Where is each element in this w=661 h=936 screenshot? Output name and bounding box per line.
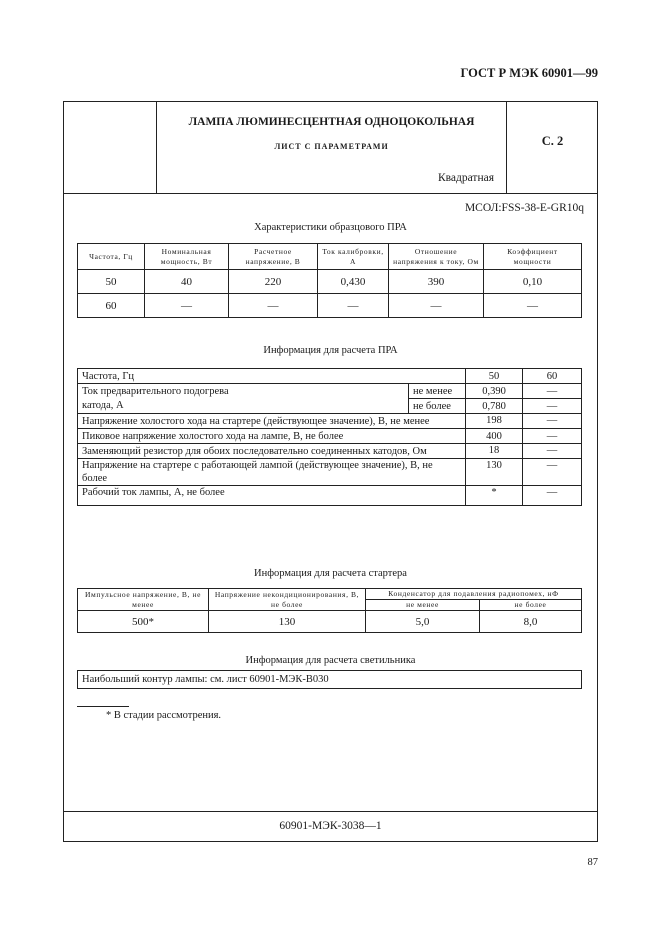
table-row: [78, 294, 582, 318]
table-cell: —: [523, 444, 582, 459]
table-cell: 18: [466, 444, 523, 459]
table-cell: Наибольший контур лампы: см. лист 60901-МЭК-В030: [78, 671, 582, 689]
footnote-rule: [77, 706, 129, 707]
starter-table: [77, 588, 582, 633]
table-cell: 130: [466, 459, 523, 486]
table-cell: 198: [466, 414, 523, 429]
column-header: Ток калибровки, А: [318, 244, 389, 270]
table-row: [78, 429, 582, 444]
table-row: [78, 444, 582, 459]
section-title-luminaire: Информация для расчета светильника: [245, 655, 416, 666]
column-header: Частота, Гц: [78, 244, 145, 270]
table-cell: 0,780: [466, 399, 523, 414]
row-label: Рабочий ток лампы, А, не более: [78, 486, 466, 506]
row-sublabel: не менее: [409, 384, 466, 399]
luminaire-table: [77, 670, 582, 689]
lamp-designation: МСОЛ:FSS-38-E-GR10q: [464, 202, 584, 214]
table-row: [78, 414, 582, 429]
table-row: [78, 611, 582, 633]
section-title-starter: Информация для расчета стартера: [254, 568, 407, 579]
ballast-calc-table: [77, 368, 582, 506]
table-cell: —: [145, 294, 229, 318]
sheet-subtitle: ЛИСТ С ПАРАМЕТРАМИ: [274, 142, 389, 151]
table-cell: 0,10: [484, 270, 582, 294]
table-cell: 220: [229, 270, 318, 294]
sheet-page-number: С. 2: [541, 134, 564, 148]
row-label: Частота, Гц: [78, 369, 466, 384]
table-cell: 500*: [78, 611, 209, 633]
column-header: Напряжение некондиционирования, В, не более: [209, 589, 366, 611]
table-row: [78, 369, 582, 384]
table-row: [78, 671, 582, 689]
ballast-table: [77, 243, 582, 318]
row-label: Напряжение холостого хода на стартере (действующее значение), В, не менее: [78, 414, 466, 429]
table-cell: 0,390: [466, 384, 523, 399]
table-cell: 130: [209, 611, 366, 633]
lamp-shape: Квадратная: [437, 172, 494, 184]
column-header: не более: [480, 600, 582, 611]
row-label: Напряжение на стартере с работающей лампой (действующее значение), В, не более: [78, 459, 466, 486]
table-cell: 400: [466, 429, 523, 444]
table-cell: 50: [466, 369, 523, 384]
row-label: Пиковое напряжение холостого хода на лампе, В, не более: [78, 429, 466, 444]
table-row: [78, 270, 582, 294]
table-cell: 390: [389, 270, 484, 294]
column-header: Импульсное напряжение, В, не менее: [78, 589, 209, 611]
section-title-ballast-calc: Информация для расчета ПРА: [263, 345, 398, 356]
table-row: [78, 399, 582, 414]
page-number: 87: [587, 857, 598, 868]
table-cell: 60: [523, 369, 582, 384]
row-label: катода, А: [78, 399, 409, 414]
sheet-title: ЛАМПА ЛЮМИНЕСЦЕНТНАЯ ОДНОЦОКОЛЬНАЯ: [188, 116, 475, 128]
row-label: Заменяющий резистор для обоих последовательно соединенных катодов, Ом: [78, 444, 466, 459]
column-header: Отношение напряжения к току, Ом: [389, 244, 484, 270]
table-cell: —: [523, 486, 582, 506]
table-row: [78, 486, 582, 506]
column-header: Коэффициент мощности: [484, 244, 582, 270]
sheet-code: 60901-МЭК-3038—1: [279, 820, 382, 832]
table-cell: —: [523, 429, 582, 444]
column-header: Расчетное напряжение, В: [229, 244, 318, 270]
table-cell: —: [523, 459, 582, 486]
row-sublabel: не более: [409, 399, 466, 414]
divider: [63, 193, 598, 194]
column-header: Конденсатор для подавления радиопомех, нФ: [366, 589, 582, 600]
table-cell: —: [318, 294, 389, 318]
table-cell: —: [523, 414, 582, 429]
column-header: не менее: [366, 600, 480, 611]
table-cell: 60: [78, 294, 145, 318]
table-cell: —: [484, 294, 582, 318]
table-cell: —: [523, 384, 582, 399]
column-header: Номинальная мощность, Вт: [145, 244, 229, 270]
section-title-ballast: Характеристики образцового ПРА: [254, 222, 407, 233]
divider: [63, 811, 598, 812]
table-cell: 40: [145, 270, 229, 294]
table-cell: 0,430: [318, 270, 389, 294]
footnote: * В стадии рассмотрения.: [106, 710, 222, 721]
row-label: Ток предварительного подогрева: [78, 384, 409, 399]
table-cell: —: [389, 294, 484, 318]
table-cell: —: [523, 399, 582, 414]
table-cell: —: [229, 294, 318, 318]
table-row: [78, 384, 582, 399]
table-cell: 5,0: [366, 611, 480, 633]
standard-number: ГОСТ Р МЭК 60901—99: [460, 66, 598, 80]
table-cell: 50: [78, 270, 145, 294]
table-row: [78, 459, 582, 486]
table-cell: *: [466, 486, 523, 506]
table-cell: 8,0: [480, 611, 582, 633]
